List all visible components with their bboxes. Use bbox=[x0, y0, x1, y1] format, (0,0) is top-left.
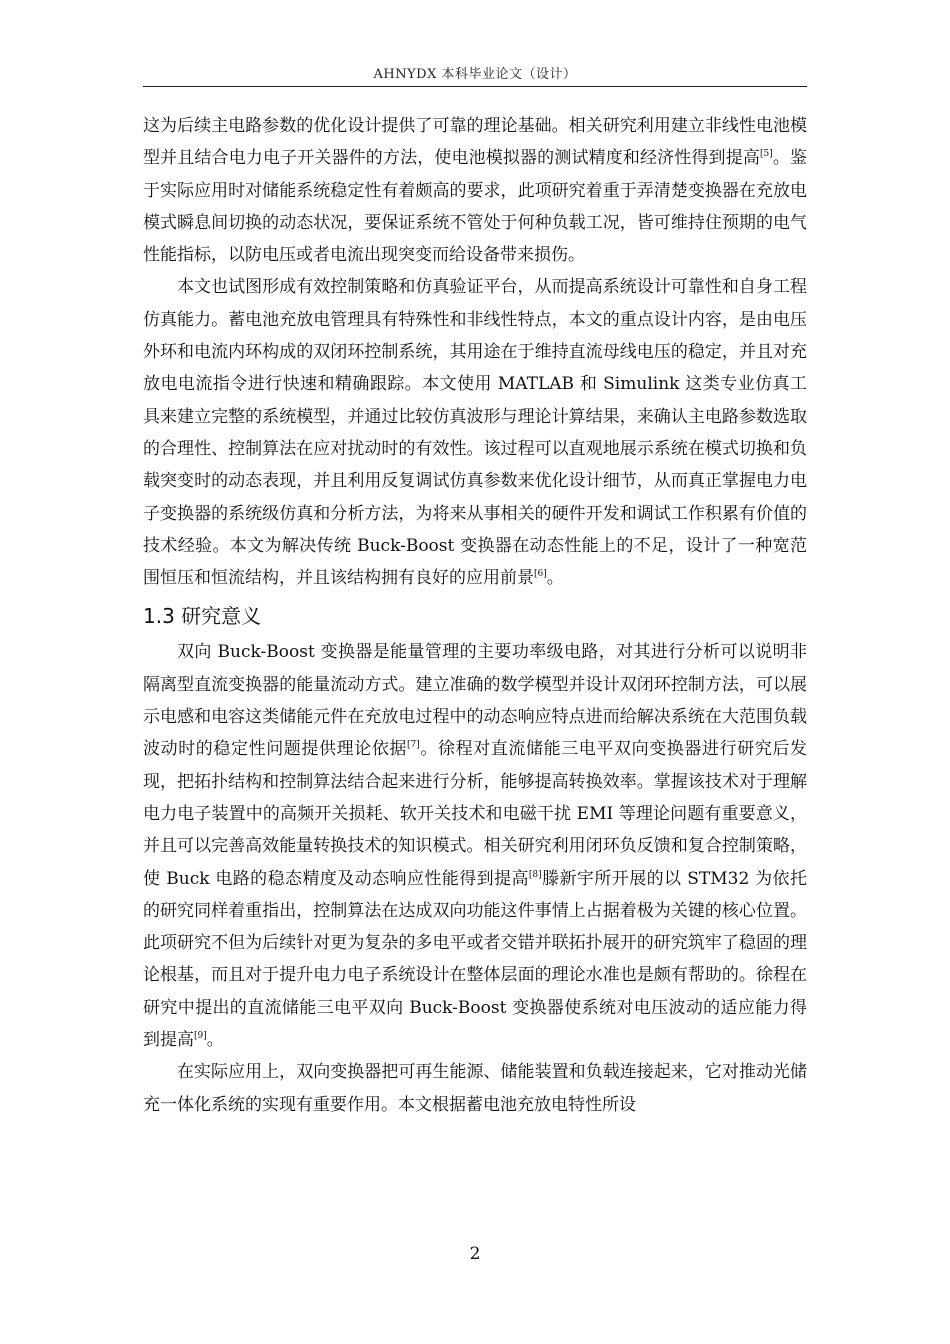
paragraph bbox=[143, 1056, 807, 1121]
running-header: AHNYDX 本科毕业论文（设计） bbox=[373, 67, 577, 82]
paragraph bbox=[143, 271, 807, 594]
paragraph-continued bbox=[143, 110, 807, 271]
paragraph bbox=[143, 636, 807, 1056]
paragraph-text: 在实际应用上，双向变换器把可再生能源、储能装置和负载连接起来，它对推动光储充一体化系统的实现有重要作用。本文根据蓄电池充放电特性所设 bbox=[143, 1062, 807, 1115]
paragraph-text: 。 bbox=[206, 1030, 224, 1051]
body-text bbox=[143, 110, 807, 1121]
paragraph-text: 。鉴于实际应用时对储能系统稳定性有着颇高的要求，此项研究着重于弄清楚变换器在充放电模式瞬息间切换的动态状况，要保证系统不管处于何种负载工况，皆可维持住预期的电气性能指标，以防电压或者电流出现突变而给设备带来损伤。 bbox=[143, 148, 808, 266]
page-number: 2 bbox=[469, 1244, 481, 1264]
paragraph-text: 本文也试图形成有效控制策略和仿真验证平台，从而提高系统设计可靠性和自身工程仿真能力。蓄电池充放电管理具有特殊性和非线性特点，本文的重点设计内容，是由电压外环和电流内环构成的双闭环控制系统，其用途在于维持直流母线电压的稳定，并且对充放电电流指令进行快速和精确跟踪。本文使用 MATLAB 和 Simulink 这类专业仿真工具来建立完整的系统模型，并通过比较仿真波形与理论计算结果，来确认主电路参数选取的合理性、控制算法在应对扰动时的有效性。该过程可以直观地展示系统在模式切换和负载突变时的动态表现，并且利用反复调试仿真参数来优化设计细节，从而真正掌握电力电子变换器的系统级仿真和分析方法，为将来从事相关的硬件开发和调试工作积累有价值的技术经验。本文为解决传统 Buck-Boost 变换器在动态性能上的不足，设计了一种宽范围恒压和恒流结构，并且该结构拥有良好的应用前景 bbox=[143, 277, 807, 589]
citation-ref: [9] bbox=[194, 1031, 207, 1042]
citation-ref: [5] bbox=[759, 149, 773, 160]
section-heading: 1.3 研究意义 bbox=[143, 604, 262, 629]
paragraph-text: 滕新宇所开展的以 STM32 为依托的研究同样着重指出，控制算法在达成双向功能这件事情上占据着极为关键的核心位置。此项研究不但为后续针对更为复杂的多电平或者交错并联拓扑展开的研究筑牢了稳固的理论根基，而且对于提升电力电子系统设计在整体层面的理论水准也是颇有帮助的。徐程在研究中提出的直流储能三电平双向 Buck-Boost 变换器使系统对电压波动的适应能力得到提高 bbox=[143, 868, 807, 1051]
citation-ref: [6] bbox=[534, 569, 547, 580]
paragraph-text: 这为后续主电路参数的优化设计提供了可靠的理论基础。相关研究利用建立非线性电池模型并且结合电力电子开关器件的方法，使电池模拟器的测试精度和经济性得到提高 bbox=[143, 116, 807, 169]
paragraph-text: 双向 Buck-Boost 变换器是能量管理的主要功率级电路，对其进行分析可以说明非隔离型直流变换器的能量流动方式。建立准确的数学模型并设计双闭环控制方法，可以展示电感和电容这类储能元件在充放电过程中的动态响应特点进而给解决系统在大范围负载波动时的稳定性问题提供理论依据 bbox=[143, 642, 807, 760]
header-rule bbox=[143, 86, 807, 87]
paragraph-text: 。徐程对直流储能三电平双向变换器进行研究后发现，把拓扑结构和控制算法结合起来进行分析，能够提高转换效率。掌握该技术对于理解电力电子装置中的高频开关损耗、软开关技术和电磁干扰 EMI 等理论问题有重要意义，并且可以完善高效能量转换技术的知识模式。相关研究利用闭环负反馈和复合控制策略，使 Buck 电路的稳态精度及动态响应性能得到提高 bbox=[143, 739, 808, 889]
citation-ref: [8] bbox=[528, 869, 542, 880]
paragraph-text: 。 bbox=[546, 568, 564, 589]
citation-ref: [7] bbox=[407, 740, 420, 751]
